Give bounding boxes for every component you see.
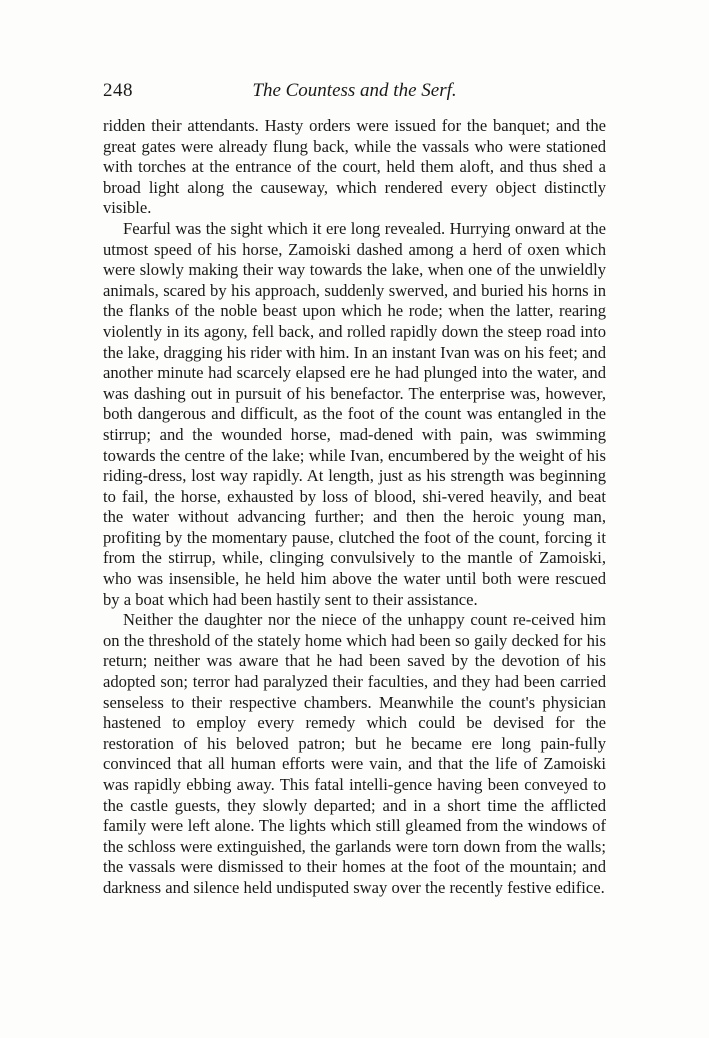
paragraph: Neither the daughter nor the niece of the unhappy count re-ceived him on the threshold of the stately home which had been so gaily decked for his return; neither was aware that he had been saved by the devotion of his adopted son; terror had paralyzed their faculties, and they had been carried senseless to their respective chambers. Meanwhile the count's physician hastened to employ every remedy which could be devised for the restoration of his beloved patron; but he became ere long pain-fully convinced that all human efforts were vain, and that the life of Zamoiski was rapidly ebbing away. This fatal intelli-gence having been conveyed to the castle guests, they slowly departed; and in a short time the afflicted family were left alone. The lights which still gleamed from the windows of the schloss were extinguished, the garlands were torn down from the walls; the vassals were dismissed to their homes at the foot of the mountain; and darkness and silence held undisputed sway over the recently festive edifice. — [103, 610, 606, 897]
paragraph: ridden their attendants. Hasty orders were issued for the banquet; and the great gates were already flung back, while the vassals who were stationed with torches at the entrance of the court, held them aloft, and thus shed a broad light along the causeway, which rendered every object distinctly visible. — [103, 116, 606, 218]
body-text — [103, 116, 606, 899]
page-number: 248 — [103, 80, 133, 101]
page-header — [103, 78, 606, 104]
paragraph: Fearful was the sight which it ere long revealed. Hurrying onward at the utmost speed of his horse, Zamoiski dashed among a herd of oxen which were slowly making their way towards the lake, when one of the unwieldly animals, scared by his approach, suddenly swerved, and buried his horns in the flanks of the noble beast upon which he rode; when the latter, rearing violently in its agony, fell back, and rolled rapidly down the steep road into the lake, dragging his rider with him. In an instant Ivan was on his feet; and another minute had scarcely elapsed ere he had plunged into the water, and was dashing out in pursuit of his benefactor. The enterprise was, however, both dangerous and difficult, as the foot of the count was entangled in the stirrup; and the wounded horse, mad-dened with pain, was swimming towards the centre of the lake; while Ivan, encumbered by the weight of his riding-dress, lost way rapidly. At length, just as his strength was beginning to fail, the horse, exhausted by loss of blood, shi-vered heavily, and beat the water without advancing further; and then the heroic young man, profiting by the momentary pause, clutched the foot of the count, forcing it from the stirrup, while, clinging convulsively to the mantle of Zamoiski, who was insensible, he held him above the water until both were rescued by a boat which had been hastily sent to their assistance. — [103, 218, 606, 609]
running-title: The Countess and the Serf. — [252, 80, 457, 101]
